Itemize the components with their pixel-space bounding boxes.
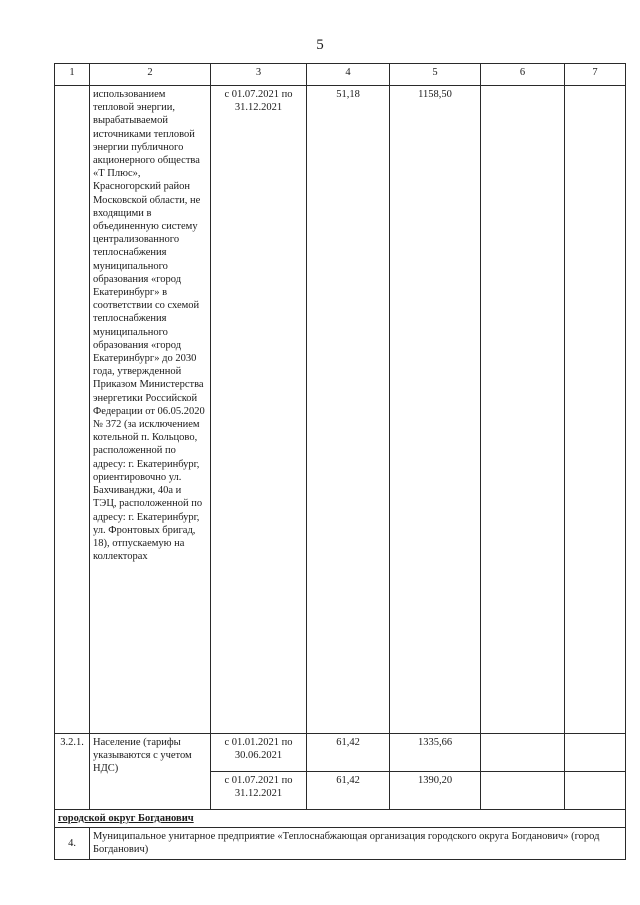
header-cell-3: 3 — [211, 64, 307, 86]
period-cell: с 01.07.2021 по 31.12.2021 — [211, 772, 307, 810]
row-number-empty — [55, 86, 90, 734]
consumer-description: использованием тепловой энергии, вырабатываемой источниками тепловой энергии публичного акционерного общества «Т Плюс», Красногорский район Московской области, не входящими в объединенную систему централизованного теплоснабжения муниципального образования «город Екатеринбург» в соответствии со схемой теплоснабжения муниципального образования «город Екатеринбург» до 2030 года, утвержденной Приказом Министерства энергетики Российской Федерации от 06.05.2020 № 372 (за исключением котельной п. Кольцово, расположенной по адресу: г. Екатеринбург, ориентировочно ул. Бахчиванджи, 40а и ТЭЦ, расположенной по адресу: г. Екатеринбург, ул. Фронтовых бригад, 18), отпускаемую на коллекторах — [90, 86, 211, 734]
tariff-table — [54, 63, 626, 860]
organization-name: Муниципальное унитарное предприятие «Теплоснабжающая организация городского округа Богданович» (город Богданович) — [90, 828, 626, 860]
period-cell: с 01.07.2021 по 31.12.2021 — [211, 86, 307, 734]
value-col5: 1158,50 — [390, 86, 481, 734]
page-number: 5 — [316, 37, 324, 53]
header-cell-5: 5 — [390, 64, 481, 86]
header-cell-2: 2 — [90, 64, 211, 86]
value-col5: 1335,66 — [390, 734, 481, 772]
row-number: 3.2.1. — [55, 734, 90, 810]
value-col4: 61,42 — [307, 772, 390, 810]
value-col5: 1390,20 — [390, 772, 481, 810]
empty-col7 — [565, 734, 626, 772]
empty-col6 — [481, 772, 565, 810]
empty-col7 — [565, 86, 626, 734]
header-cell-7: 7 — [565, 64, 626, 86]
header-row — [55, 64, 626, 86]
empty-col6 — [481, 734, 565, 772]
header-cell-6: 6 — [481, 64, 565, 86]
consumer-description: Население (тарифы указываются с учетом НДС) — [90, 734, 211, 810]
header-cell-1: 1 — [55, 64, 90, 86]
table-row-4 — [55, 828, 626, 860]
period-cell: с 01.01.2021 по 30.06.2021 — [211, 734, 307, 772]
value-col4: 51,18 — [307, 86, 390, 734]
section-row — [55, 810, 626, 828]
empty-col6 — [481, 86, 565, 734]
table-row-3-2-1 — [55, 734, 626, 772]
table-row-continuation — [55, 86, 626, 734]
value-col4: 61,42 — [307, 734, 390, 772]
header-cell-4: 4 — [307, 64, 390, 86]
empty-col7 — [565, 772, 626, 810]
section-title: городской округ Богданович — [55, 810, 626, 828]
row-number: 4. — [55, 828, 90, 860]
